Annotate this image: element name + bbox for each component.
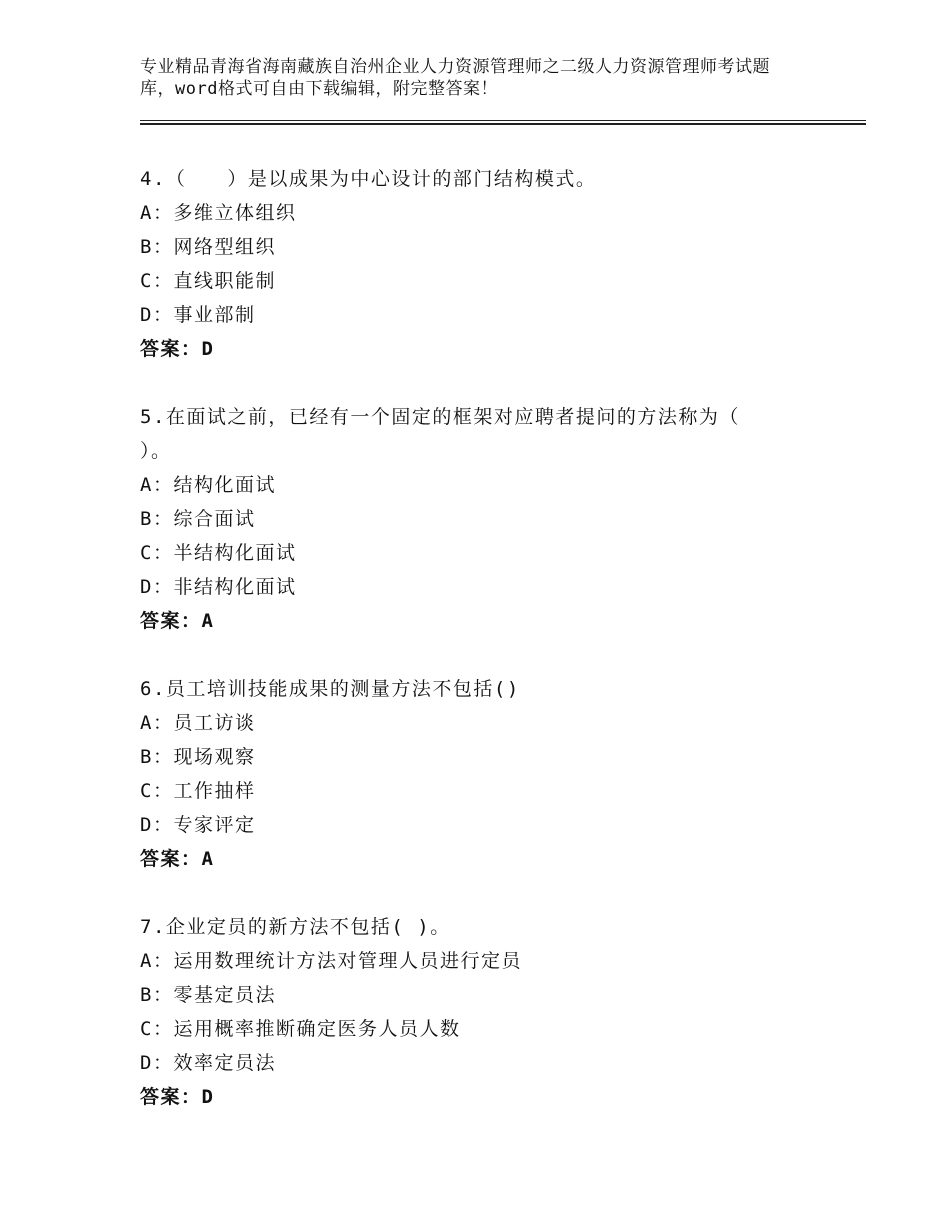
header-line-1: 专业精品青海省海南藏族自治州企业人力资源管理师之二级人力资源管理师考试题 xyxy=(140,57,770,77)
header-divider-thin xyxy=(140,120,866,121)
question-4 xyxy=(140,162,840,366)
question-list xyxy=(140,162,840,1148)
answer-label: 答案：A xyxy=(140,848,215,870)
option-a: A：结构化面试 xyxy=(140,474,276,496)
option-c: C：运用概率推断确定医务人员人数 xyxy=(140,1018,461,1040)
question-stem: 5.在面试之前，已经有一个固定的框架对应聘者提问的方法称为（ xyxy=(140,406,740,428)
header-divider-thick xyxy=(140,123,866,125)
question-stem: 6.员工培训技能成果的测量方法不包括() xyxy=(140,678,520,700)
option-b: B：零基定员法 xyxy=(140,984,276,1006)
option-b: B：现场观察 xyxy=(140,746,256,768)
option-b: B：综合面试 xyxy=(140,508,256,530)
question-5 xyxy=(140,400,840,638)
option-d: D：非结构化面试 xyxy=(140,576,297,598)
option-b: B：网络型组织 xyxy=(140,236,276,258)
question-6 xyxy=(140,672,840,876)
option-d: D：效率定员法 xyxy=(140,1052,276,1074)
answer-label: 答案：D xyxy=(140,338,215,360)
option-d: D：专家评定 xyxy=(140,814,256,836)
header-line-2: 库，word格式可自由下载编辑，附完整答案！ xyxy=(140,79,498,99)
question-stem: 4.（ ）是以成果为中心设计的部门结构模式。 xyxy=(140,168,597,190)
document-header xyxy=(140,56,840,100)
question-7 xyxy=(140,910,840,1114)
option-d: D：事业部制 xyxy=(140,304,256,326)
option-c: C：半结构化面试 xyxy=(140,542,297,564)
answer-label: 答案：D xyxy=(140,1086,215,1108)
question-stem: 7.企业定员的新方法不包括( )。 xyxy=(140,916,451,938)
option-a: A：运用数理统计方法对管理人员进行定员 xyxy=(140,950,522,972)
answer-label: 答案：A xyxy=(140,610,215,632)
question-stem-continued: ）。 xyxy=(140,440,172,462)
option-c: C：直线职能制 xyxy=(140,270,276,292)
option-c: C：工作抽样 xyxy=(140,780,256,802)
option-a: A：员工访谈 xyxy=(140,712,256,734)
option-a: A：多维立体组织 xyxy=(140,202,297,224)
